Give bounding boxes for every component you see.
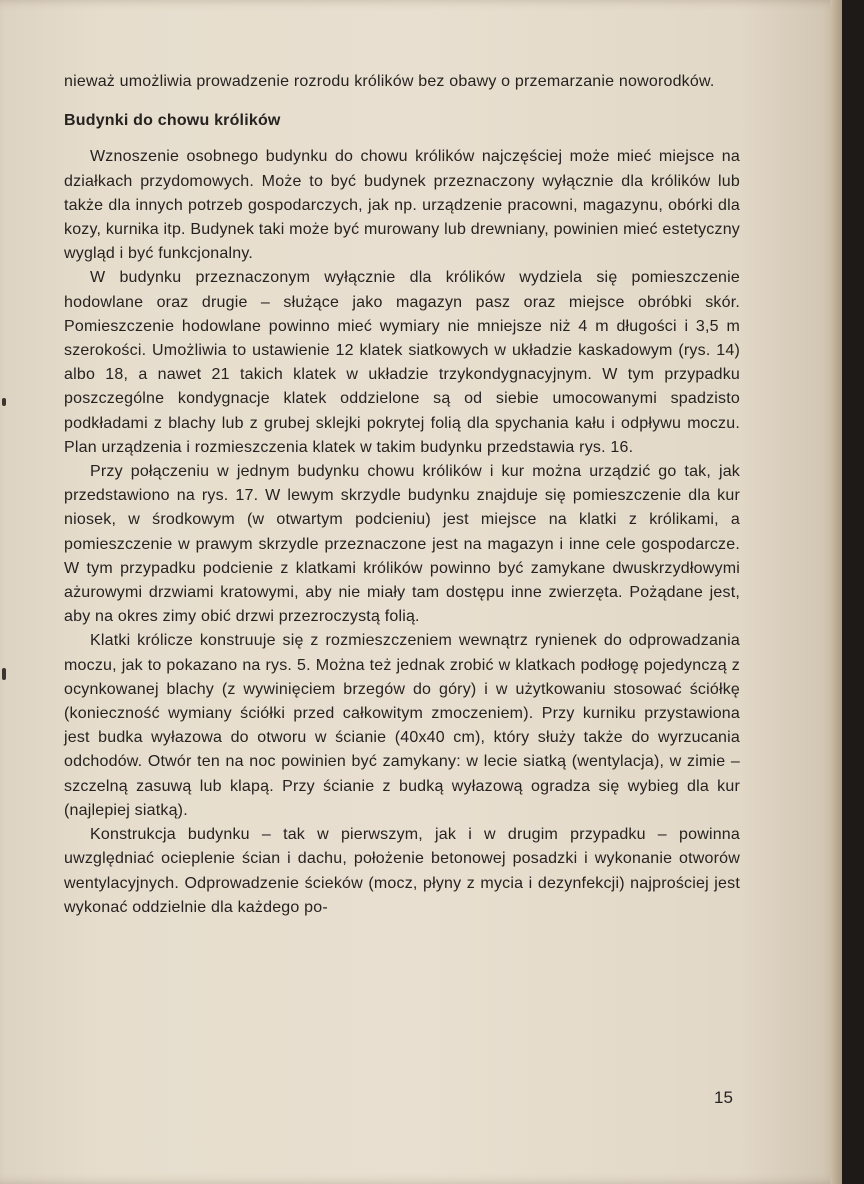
paragraph: W budynku przeznaczonym wyłącznie dla królików wydziela się pomieszczenie hodowlane oraz drugie – służące jako magazyn pasz oraz miejsce obróbki skór. Pomieszczenie hodowlane powinno mieć wymiary nie mniejsze niż 4 m długości i 3,5 m szerokości. Umożliwia to ustawienie 12 klatek siatkowych w układzie kaskadowym (rys. 14) albo 18, a nawet 21 takich klatek w układzie trzykondygnacyjnym. W tym przypadku poszczególne kondygnacje klatek oddzielone są od siebie umocowanymi spadzisto podkładami z blachy lub z grubej sklejki pokrytej folią dla spychania kału i odpływu moczu. Plan urządzenia i rozmieszczenia klatek w takim budynku przedstawia rys. 16. (64, 269, 740, 456)
paragraph: Klatki królicze konstruuje się z rozmieszczeniem wewnątrz rynienek do odprowadzania moczu, jak to pokazano na rys. 5. Można też jednak zrobić w klatkach podłogę pojedynczą z ocynkowanej blachy (z wywinięciem brzegów do góry) i w użytkowaniu stosować ściółkę (konieczność wymiany ściółki przed całkowitym zmoczeniem). Przy kurniku przystawiona jest budka wyłazowa do otworu w ścianie (40x40 cm), który służy także do wyrzucania odchodów. Otwór ten na noc powinien być zamykany: w lecie siatką (wentylacja), w zimie – szczelną zasuwą lub klapą. Przy ścianie z budką wyłazową ogradza się wybieg dla kur (najlepiej siatką). (64, 632, 740, 819)
page-edge (830, 0, 842, 1184)
paragraph: Wznoszenie osobnego budynku do chowu królików najczęściej może mieć miejsce na działkach przydomowych. Może to być budynek przeznaczony wyłącznie dla królików lub także dla innych potrzeb gospodarczych, jak np. urządzenie pracowni, magazynu, obórki dla kozy, kurnika itp. Budynek taki może być murowany lub drewniany, powinien mieć estetyczny wygląd i być funkcjonalny. (64, 148, 740, 263)
paragraph: Konstrukcja budynku – tak w pierwszym, jak i w drugim przypadku – powinna uwzględniać ocieplenie ścian i dachu, położenie betonowej posadzki i wykonanie otworów wentylacyjnych. Odprowadzenie ścieków (mocz, płyny z mycia i dezynfekcji) najprościej jest wykonać oddzielnie dla każdego po- (64, 826, 740, 916)
page-speck (2, 398, 6, 406)
page-number: 15 (714, 1088, 733, 1107)
section-heading: Budynki do chowu królików (64, 112, 281, 130)
paragraph-continuation: nieważ umożliwia prowadzenie rozrodu królików bez obawy o przemarzanie noworodków. (64, 73, 715, 90)
paragraph: Przy połączeniu w jednym budynku chowu królików i kur można urządzić go tak, jak przedstawiono na rys. 17. W lewym skrzydle budynku znajduje się pomieszczenie dla kur niosek, w środkowym (w otwartym podcieniu) jest miejsce na klatki z królikami, a pomieszczenie w prawym skrzydle przeznaczone jest na magazyn i inne cele gospodarcze. W tym przypadku podcienie z klatkami królików powinno być zamykane dwuskrzydłowymi ażurowymi drzwiami kratowymi, aby nie miały tam dostępu inne zwierzęta. Pożądane jest, aby na okres zimy obić drzwi przezroczystą folią. (64, 463, 740, 626)
page-speck (2, 668, 6, 680)
page-body (64, 70, 740, 920)
